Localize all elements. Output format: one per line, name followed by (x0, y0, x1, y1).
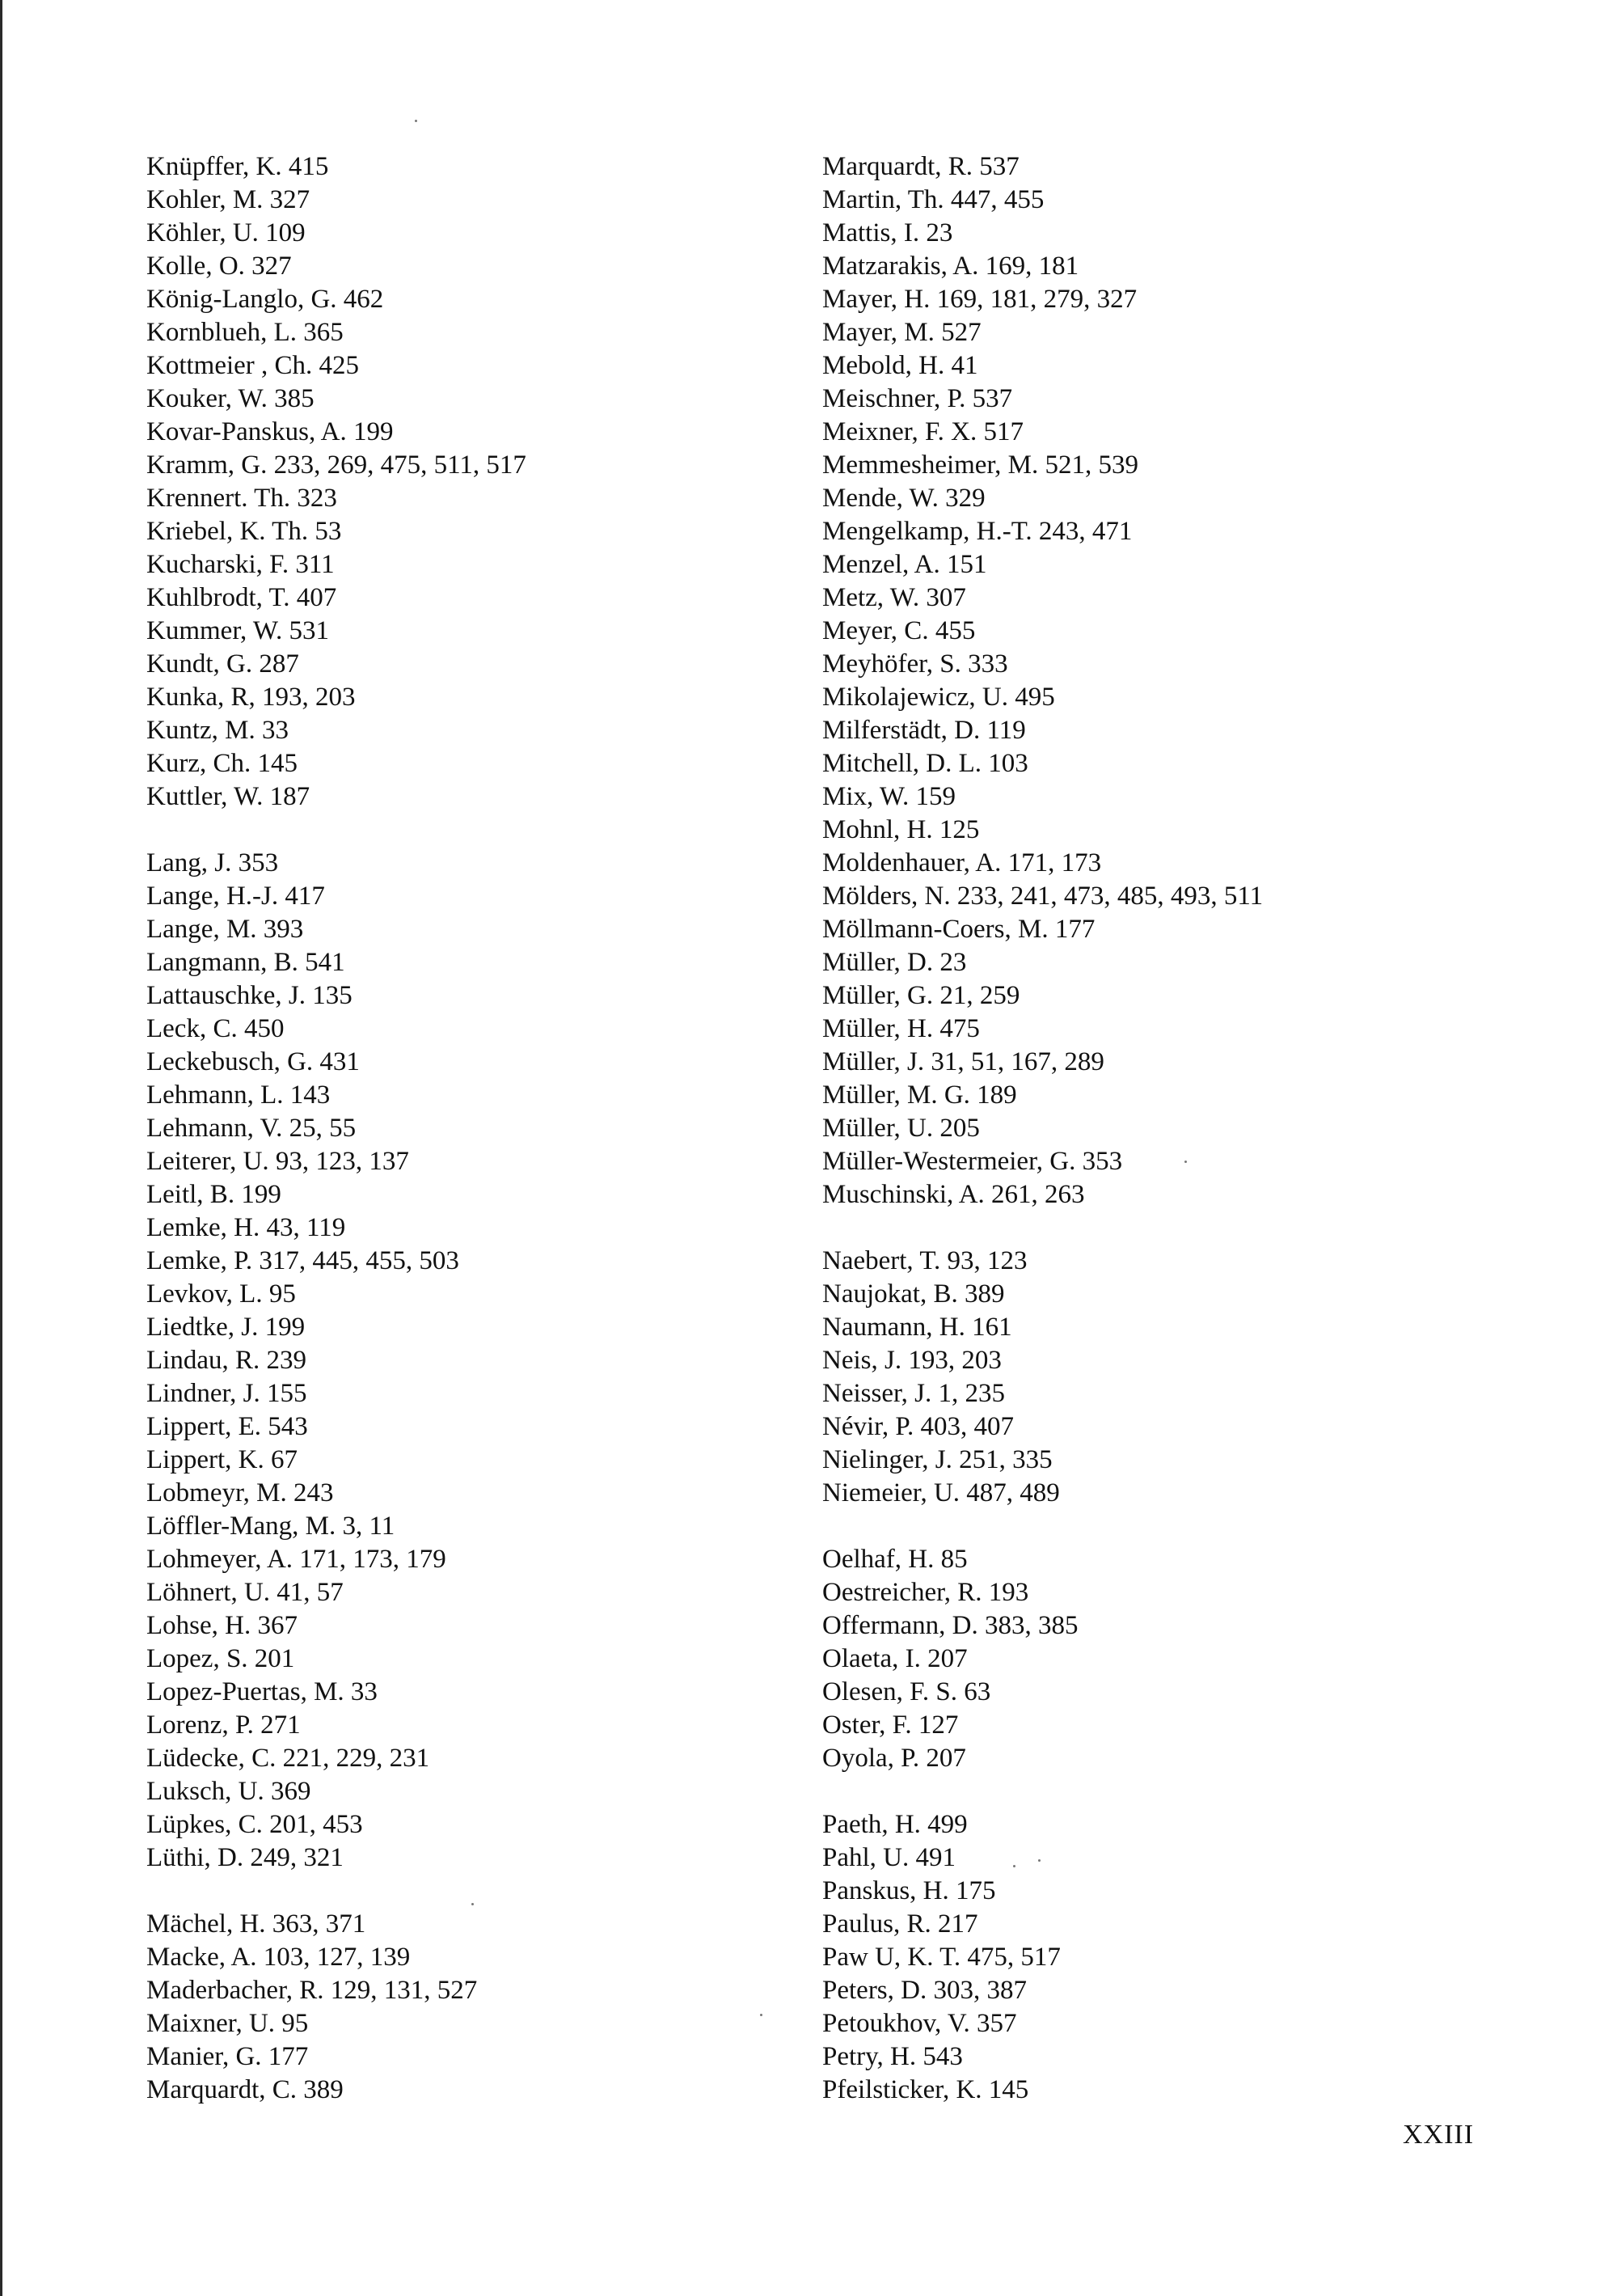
index-entry: Kovar-Panskus, A. 199 (146, 417, 394, 446)
index-entry: Pfeilsticker, K. 145 (822, 2075, 1029, 2104)
index-entry: Neisser, J. 1, 235 (822, 1379, 1005, 1408)
index-entry: Mitchell, D. L. 103 (822, 749, 1028, 778)
index-entry: Lopez, S. 201 (146, 1644, 295, 1673)
index-entry: Müller, H. 475 (822, 1014, 980, 1043)
index-entry: Kolle, O. 327 (146, 252, 292, 281)
index-entry: Kunka, R, 193, 203 (146, 683, 356, 712)
index-entry: Mattis, I. 23 (822, 218, 953, 247)
index-entry: Kuttler, W. 187 (146, 782, 310, 811)
index-entry: Moldenhauer, A. 171, 173 (822, 848, 1102, 877)
letter-section-gap (822, 1510, 1263, 1543)
index-entry: Meischner, P. 537 (822, 384, 1013, 413)
letter-section-gap (146, 1875, 526, 1908)
index-entry: Naujokat, B. 389 (822, 1279, 1005, 1309)
letter-section-gap (822, 1211, 1263, 1245)
index-entry: Peters, D. 303, 387 (822, 1976, 1027, 2005)
index-entry: Panskus, H. 175 (822, 1876, 996, 1905)
index-entry: Kucharski, F. 311 (146, 550, 335, 579)
index-entry: Paeth, H. 499 (822, 1810, 968, 1839)
index-entry: Lattauschke, J. 135 (146, 981, 353, 1010)
index-entry: Oestreicher, R. 193 (822, 1578, 1029, 1607)
index-entry: Lindau, R. 239 (146, 1346, 306, 1375)
index-entry: Leiterer, U. 93, 123, 137 (146, 1147, 409, 1176)
index-entry: Lohse, H. 367 (146, 1611, 298, 1640)
index-entry: Lüdecke, C. 221, 229, 231 (146, 1744, 430, 1773)
index-entry: Meyhöfer, S. 333 (822, 649, 1008, 679)
index-entry: Lang, J. 353 (146, 848, 279, 877)
index-entry: Lohmeyer, A. 171, 173, 179 (146, 1545, 446, 1574)
index-entry: Névir, P. 403, 407 (822, 1412, 1015, 1441)
index-entry: Naumann, H. 161 (822, 1313, 1012, 1342)
index-entry: Mengelkamp, H.-T. 243, 471 (822, 517, 1133, 546)
index-entry: Lüthi, D. 249, 321 (146, 1843, 344, 1872)
index-entry: Martin, Th. 447, 455 (822, 185, 1045, 214)
index-entry: Lehmann, V. 25, 55 (146, 1114, 357, 1143)
index-entry: Mikolajewicz, U. 495 (822, 683, 1055, 712)
index-entry: Kurz, Ch. 145 (146, 749, 298, 778)
index-entry: Marquardt, R. 537 (822, 152, 1020, 181)
index-entry: Lindner, J. 155 (146, 1379, 307, 1408)
index-entry: Metz, W. 307 (822, 583, 966, 612)
index-entry: Kouker, W. 385 (146, 384, 315, 413)
index-entry: Maixner, U. 95 (146, 2009, 309, 2038)
index-entry: Matzarakis, A. 169, 181 (822, 252, 1079, 281)
index-entry: Lobmeyr, M. 243 (146, 1478, 334, 1507)
index-entry: Knüpffer, K. 415 (146, 152, 329, 181)
scan-speck (415, 120, 417, 122)
index-entry: Leitl, B. 199 (146, 1180, 281, 1209)
index-entry: Löhnert, U. 41, 57 (146, 1578, 344, 1607)
index-entry: Pahl, U. 491 (822, 1843, 956, 1872)
index-entry: Liedtke, J. 199 (146, 1313, 306, 1342)
index-entry: Kornblueh, L. 365 (146, 318, 344, 347)
index-entry: Lorenz, P. 271 (146, 1710, 301, 1740)
index-entry: Kriebel, K. Th. 53 (146, 517, 342, 546)
index-entry: Petoukhov, V. 357 (822, 2009, 1017, 2038)
index-entry: Oyola, P. 207 (822, 1744, 966, 1773)
index-entry: Müller-Westermeier, G. 353 (822, 1147, 1123, 1176)
index-entry: Niemeier, U. 487, 489 (822, 1478, 1060, 1507)
index-entry: Lippert, K. 67 (146, 1445, 298, 1474)
scan-speck (760, 2014, 762, 2016)
index-entry: Mix, W. 159 (822, 782, 956, 811)
index-entry: Mächel, H. 363, 371 (146, 1909, 366, 1939)
index-entry: Milferstädt, D. 119 (822, 716, 1026, 745)
index-entry: Lange, H.-J. 417 (146, 882, 325, 911)
index-entry: Mohnl, H. 125 (822, 815, 980, 844)
index-entry: Lippert, E. 543 (146, 1412, 308, 1441)
index-entry: Kummer, W. 531 (146, 616, 330, 645)
index-entry: Paulus, R. 217 (822, 1909, 978, 1939)
index-entry: Offermann, D. 383, 385 (822, 1611, 1079, 1640)
index-entry: Möllmann-Coers, M. 177 (822, 915, 1096, 944)
index-entry: Müller, M. G. 189 (822, 1080, 1017, 1110)
scan-edge (0, 0, 2, 2296)
index-entry: Löffler-Mang, M. 3, 11 (146, 1512, 395, 1541)
index-entry: Lemke, H. 43, 119 (146, 1213, 346, 1242)
index-entry: Mende, W. 329 (822, 484, 986, 513)
index-entry: Luksch, U. 369 (146, 1777, 311, 1806)
index-entry: Menzel, A. 151 (822, 550, 987, 579)
index-entry: Kuntz, M. 33 (146, 716, 289, 745)
index-entry: Müller, G. 21, 259 (822, 981, 1020, 1010)
index-entry: Marquardt, C. 389 (146, 2075, 344, 2104)
index-entry: Krennert. Th. 323 (146, 484, 337, 513)
scan-speck (1184, 1161, 1187, 1163)
page-number: XXIII (1403, 2120, 1475, 2150)
letter-section-gap (822, 1775, 1263, 1808)
index-entry: Manier, G. 177 (146, 2042, 309, 2071)
index-entry: Maderbacher, R. 129, 131, 527 (146, 1976, 478, 2005)
index-entry: Kundt, G. 287 (146, 649, 299, 679)
index-entry: Müller, U. 205 (822, 1114, 980, 1143)
index-entry: Leck, C. 450 (146, 1014, 285, 1043)
scan-speck (471, 1903, 474, 1905)
index-entry: Neis, J. 193, 203 (822, 1346, 1002, 1375)
index-entry: Köhler, U. 109 (146, 218, 306, 247)
scan-speck (1013, 1865, 1015, 1867)
index-entry: Lange, M. 393 (146, 915, 304, 944)
index-entry: Olesen, F. S. 63 (822, 1677, 991, 1706)
index-entry: Levkov, L. 95 (146, 1279, 296, 1309)
index-entry: Kottmeier , Ch. 425 (146, 351, 360, 380)
index-column-right (822, 150, 1263, 2107)
index-entry: Paw U, K. T. 475, 517 (822, 1943, 1061, 1972)
index-entry: Mayer, H. 169, 181, 279, 327 (822, 285, 1138, 314)
index-entry: Meyer, C. 455 (822, 616, 976, 645)
scan-speck (1038, 1859, 1041, 1862)
index-entry: Olaeta, I. 207 (822, 1644, 968, 1673)
index-entry: Lopez-Puertas, M. 33 (146, 1677, 378, 1706)
index-entry: Meixner, F. X. 517 (822, 417, 1024, 446)
index-entry: Oster, F. 127 (822, 1710, 959, 1740)
index-entry: Mölders, N. 233, 241, 473, 485, 493, 511 (822, 882, 1264, 911)
index-entry: Leckebusch, G. 431 (146, 1047, 360, 1076)
index-entry: Mebold, H. 41 (822, 351, 978, 380)
index-entry: Macke, A. 103, 127, 139 (146, 1943, 411, 1972)
index-entry: Memmesheimer, M. 521, 539 (822, 450, 1138, 480)
index-entry: Nielinger, J. 251, 335 (822, 1445, 1053, 1474)
index-entry: Müller, D. 23 (822, 948, 967, 977)
letter-section-gap (146, 814, 526, 847)
index-entry: Oelhaf, H. 85 (822, 1545, 968, 1574)
index-entry: Kohler, M. 327 (146, 185, 310, 214)
index-entry: Kramm, G. 233, 269, 475, 511, 517 (146, 450, 526, 480)
index-entry: Kuhlbrodt, T. 407 (146, 583, 337, 612)
index-entry: Mayer, M. 527 (822, 318, 982, 347)
index-entry: Muschinski, A. 261, 263 (822, 1180, 1085, 1209)
index-entry: Müller, J. 31, 51, 167, 289 (822, 1047, 1104, 1076)
index-entry: Lehmann, L. 143 (146, 1080, 331, 1110)
index-entry: Lemke, P. 317, 445, 455, 503 (146, 1246, 459, 1275)
index-entry: Langmann, B. 541 (146, 948, 345, 977)
index-entry: Petry, H. 543 (822, 2042, 963, 2071)
index-column-left (146, 150, 526, 2107)
index-entry: König-Langlo, G. 462 (146, 285, 384, 314)
index-entry: Lüpkes, C. 201, 453 (146, 1810, 363, 1839)
index-entry: Naebert, T. 93, 123 (822, 1246, 1028, 1275)
